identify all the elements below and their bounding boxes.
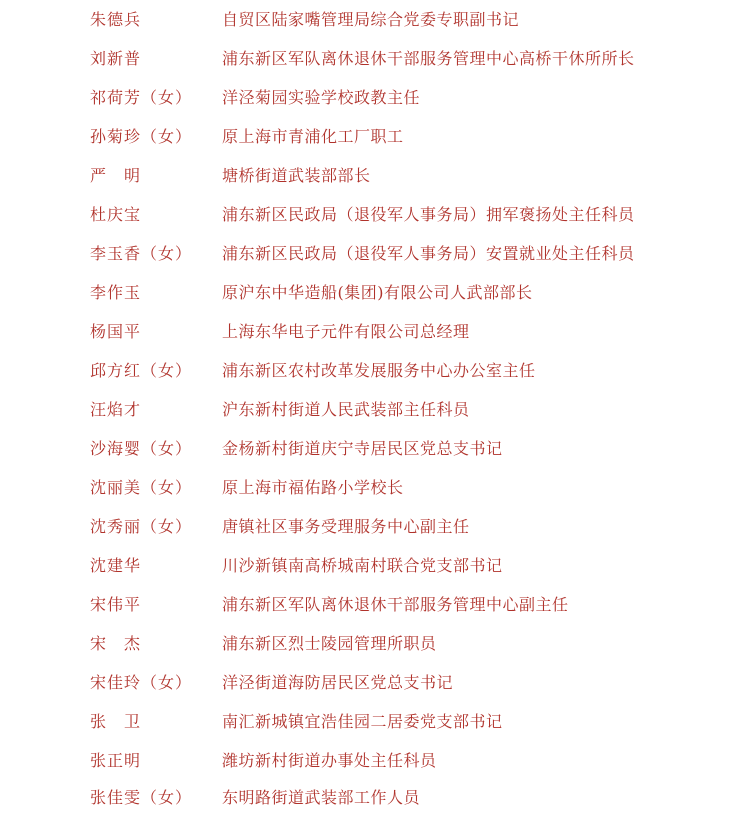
list-item: [0, 434, 750, 464]
person-title: 原上海市青浦化工厂职工: [222, 127, 404, 146]
person-title: 原上海市福佑路小学校长: [222, 478, 404, 497]
list-item: [0, 668, 750, 698]
list-item: [0, 707, 750, 737]
person-name: 张正明: [90, 751, 142, 770]
person-title: 浦东新区民政局（退役军人事务局）安置就业处主任科员: [222, 244, 635, 263]
person-name: 沙海婴（女）: [90, 439, 193, 458]
list-item: [0, 746, 750, 776]
person-name: 沈建华: [90, 556, 142, 575]
person-title: 上海东华电子元件有限公司总经理: [222, 322, 470, 341]
person-name: 宋佳玲（女）: [90, 673, 193, 692]
list-item: [0, 44, 750, 74]
person-name: 汪焰才: [90, 400, 142, 419]
person-title: 浦东新区农村改革发展服务中心办公室主任: [222, 361, 536, 380]
person-title: 金杨新村街道庆宁寺居民区党总支书记: [222, 439, 503, 458]
person-title: 唐镇社区事务受理服务中心副主任: [222, 517, 470, 536]
person-title: 沪东新村街道人民武装部主任科员: [222, 400, 470, 419]
person-name: 邱方红（女）: [90, 361, 193, 380]
person-title: 潍坊新村街道办事处主任科员: [222, 751, 437, 770]
person-title: 洋泾菊园实验学校政教主任: [222, 88, 421, 107]
person-name: 沈秀丽（女）: [90, 517, 193, 536]
person-title: 浦东新区烈士陵园管理所职员: [222, 634, 437, 653]
list-item: [0, 551, 750, 581]
person-name: 宋 杰: [90, 634, 142, 653]
person-name: 祁荷芳（女）: [90, 88, 193, 107]
person-name: 刘新普: [90, 49, 142, 68]
list-item: [0, 629, 750, 659]
list-item: [0, 783, 750, 813]
person-name: 朱德兵: [90, 10, 142, 29]
list-item: [0, 83, 750, 113]
person-name: 杨国平: [90, 322, 142, 341]
person-title: 浦东新区民政局（退役军人事务局）拥军褒扬处主任科员: [222, 205, 635, 224]
person-name: 宋伟平: [90, 595, 142, 614]
person-name: 李作玉: [90, 283, 142, 302]
list-item: [0, 317, 750, 347]
person-title: 塘桥街道武装部部长: [222, 166, 371, 185]
person-name: 孙菊珍（女）: [90, 127, 193, 146]
list-item: [0, 395, 750, 425]
person-name: 杜庆宝: [90, 205, 142, 224]
list-item: [0, 356, 750, 386]
person-title: 东明路街道武装部工作人员: [222, 788, 421, 807]
person-name: 张 卫: [90, 712, 142, 731]
list-item: [0, 239, 750, 269]
list-item: [0, 473, 750, 503]
person-title: 洋泾街道海防居民区党总支书记: [222, 673, 454, 692]
person-name: 李玉香（女）: [90, 244, 193, 263]
list-item: [0, 200, 750, 230]
person-name: 严 明: [90, 166, 142, 185]
list-item: [0, 512, 750, 542]
list-item: [0, 590, 750, 620]
list-item: [0, 278, 750, 308]
person-title: 川沙新镇南高桥城南村联合党支部书记: [222, 556, 503, 575]
person-title: 浦东新区军队离休退休干部服务管理中心副主任: [222, 595, 569, 614]
list-item: [0, 122, 750, 152]
list-item: [0, 5, 750, 35]
person-name: 张佳雯（女）: [90, 788, 193, 807]
person-title: 南汇新城镇宜浩佳园二居委党支部书记: [222, 712, 503, 731]
person-title: 自贸区陆家嘴管理局综合党委专职副书记: [222, 10, 520, 29]
person-name: 沈丽美（女）: [90, 478, 193, 497]
list-item: [0, 161, 750, 191]
person-title: 浦东新区军队离休退休干部服务管理中心高桥干休所所长: [222, 49, 635, 68]
person-title: 原沪东中华造船(集团)有限公司人武部部长: [222, 283, 533, 302]
